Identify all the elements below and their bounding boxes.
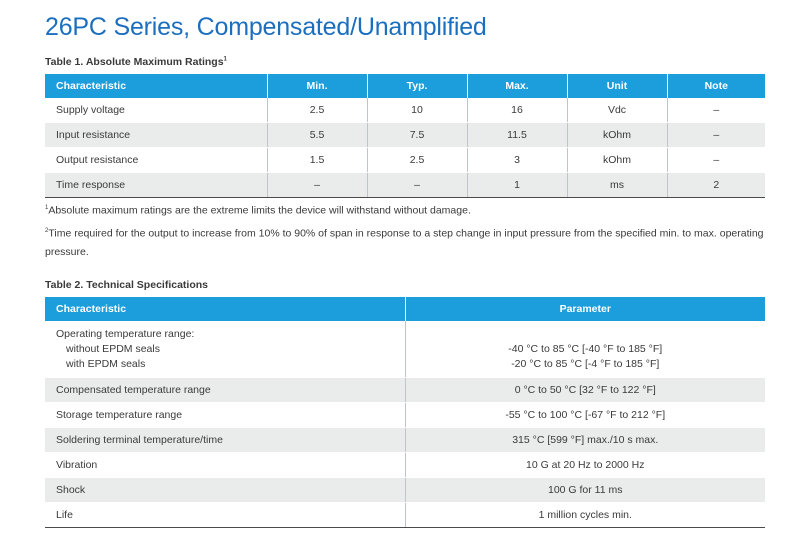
table-row [45,321,765,378]
table-row [45,453,765,478]
footnote-2-text: Time required for the output to increase from 10% to 90% of span in response to a step change in input pressure from the specified min. to max. operating pressure. [45,227,764,258]
technical-specs-table [45,297,765,528]
table-row [45,428,765,453]
operating-temp-label: Operating temperature range: [56,327,195,340]
cell-typ: 10 [367,98,467,123]
table1-caption-text: Table 1. Absolute Maximum Ratings [45,56,224,68]
header-parameter: Parameter [405,297,765,321]
table2-caption: Table 2. Technical Specifications [45,279,208,291]
cell-characteristic: Life [45,503,405,528]
cell-parameter: -55 °C to 100 °C [-67 °F to 212 °F] [405,403,765,428]
cell-min: – [267,173,367,198]
cell-max: 11.5 [467,123,567,148]
footnote-2 [45,222,765,261]
cell-parameter: 100 G for 11 ms [405,478,765,503]
cell-min: 5.5 [267,123,367,148]
header-min: Min. [267,74,367,98]
header-characteristic: Characteristic [45,297,405,321]
absolute-max-ratings-table [45,74,765,198]
cell-note: – [667,98,765,123]
table-header-row [45,74,765,98]
table-row [45,148,765,173]
cell-parameter: 0 °C to 50 °C [32 °F to 122 °F] [405,378,765,403]
cell-min: 2.5 [267,98,367,123]
table-row [45,98,765,123]
table1-caption [45,56,227,68]
cell-max: 16 [467,98,567,123]
operating-temp-sub2: with EPDM seals [66,357,146,370]
header-note: Note [667,74,765,98]
page-title: 26PC Series, Compensated/Unamplified [45,13,487,41]
cell-unit: kOhm [567,123,667,148]
header-typ: Typ. [367,74,467,98]
cell-unit: Vdc [567,98,667,123]
header-characteristic: Characteristic [45,74,267,98]
cell-parameter: 315 °C [599 °F] max./10 s max. [405,428,765,453]
operating-temp-val2: -20 °C to 85 °C [-4 °F to 185 °F] [511,357,660,370]
header-max: Max. [467,74,567,98]
cell-note: – [667,148,765,173]
cell-characteristic: Output resistance [45,148,267,173]
cell-typ: 2.5 [367,148,467,173]
footnote-1-text: Absolute maximum ratings are the extreme limits the device will withstand without damage. [48,204,471,217]
operating-temp-val1: -40 °C to 85 °C [-40 °F to 185 °F] [508,342,663,355]
cell-characteristic: Compensated temperature range [45,378,405,403]
cell-parameter: 10 G at 20 Hz to 2000 Hz [405,453,765,478]
table-row [45,378,765,403]
cell-parameter [405,321,765,378]
footnote-1-mark: 1 [45,205,49,211]
cell-characteristic: Vibration [45,453,405,478]
table-row [45,173,765,198]
table-row [45,478,765,503]
cell-parameter: 1 million cycles min. [405,503,765,528]
header-unit: Unit [567,74,667,98]
table1-caption-sup: 1 [223,56,227,63]
cell-unit: ms [567,173,667,198]
cell-characteristic: Input resistance [45,123,267,148]
footnote-1 [45,199,765,220]
operating-temp-sub1: without EPDM seals [66,342,160,355]
footnote-2-mark: 2 [45,228,49,234]
cell-characteristic: Supply voltage [45,98,267,123]
cell-unit: kOhm [567,148,667,173]
cell-characteristic [45,321,405,378]
cell-typ: 7.5 [367,123,467,148]
cell-min: 1.5 [267,148,367,173]
cell-note: – [667,123,765,148]
table-header-row [45,297,765,321]
cell-characteristic: Soldering terminal temperature/time [45,428,405,453]
cell-characteristic: Time response [45,173,267,198]
table-row [45,503,765,528]
table-row [45,123,765,148]
cell-max: 1 [467,173,567,198]
cell-characteristic: Storage temperature range [45,403,405,428]
cell-typ: – [367,173,467,198]
table-row [45,403,765,428]
cell-max: 3 [467,148,567,173]
cell-note: 2 [667,173,765,198]
cell-characteristic: Shock [45,478,405,503]
